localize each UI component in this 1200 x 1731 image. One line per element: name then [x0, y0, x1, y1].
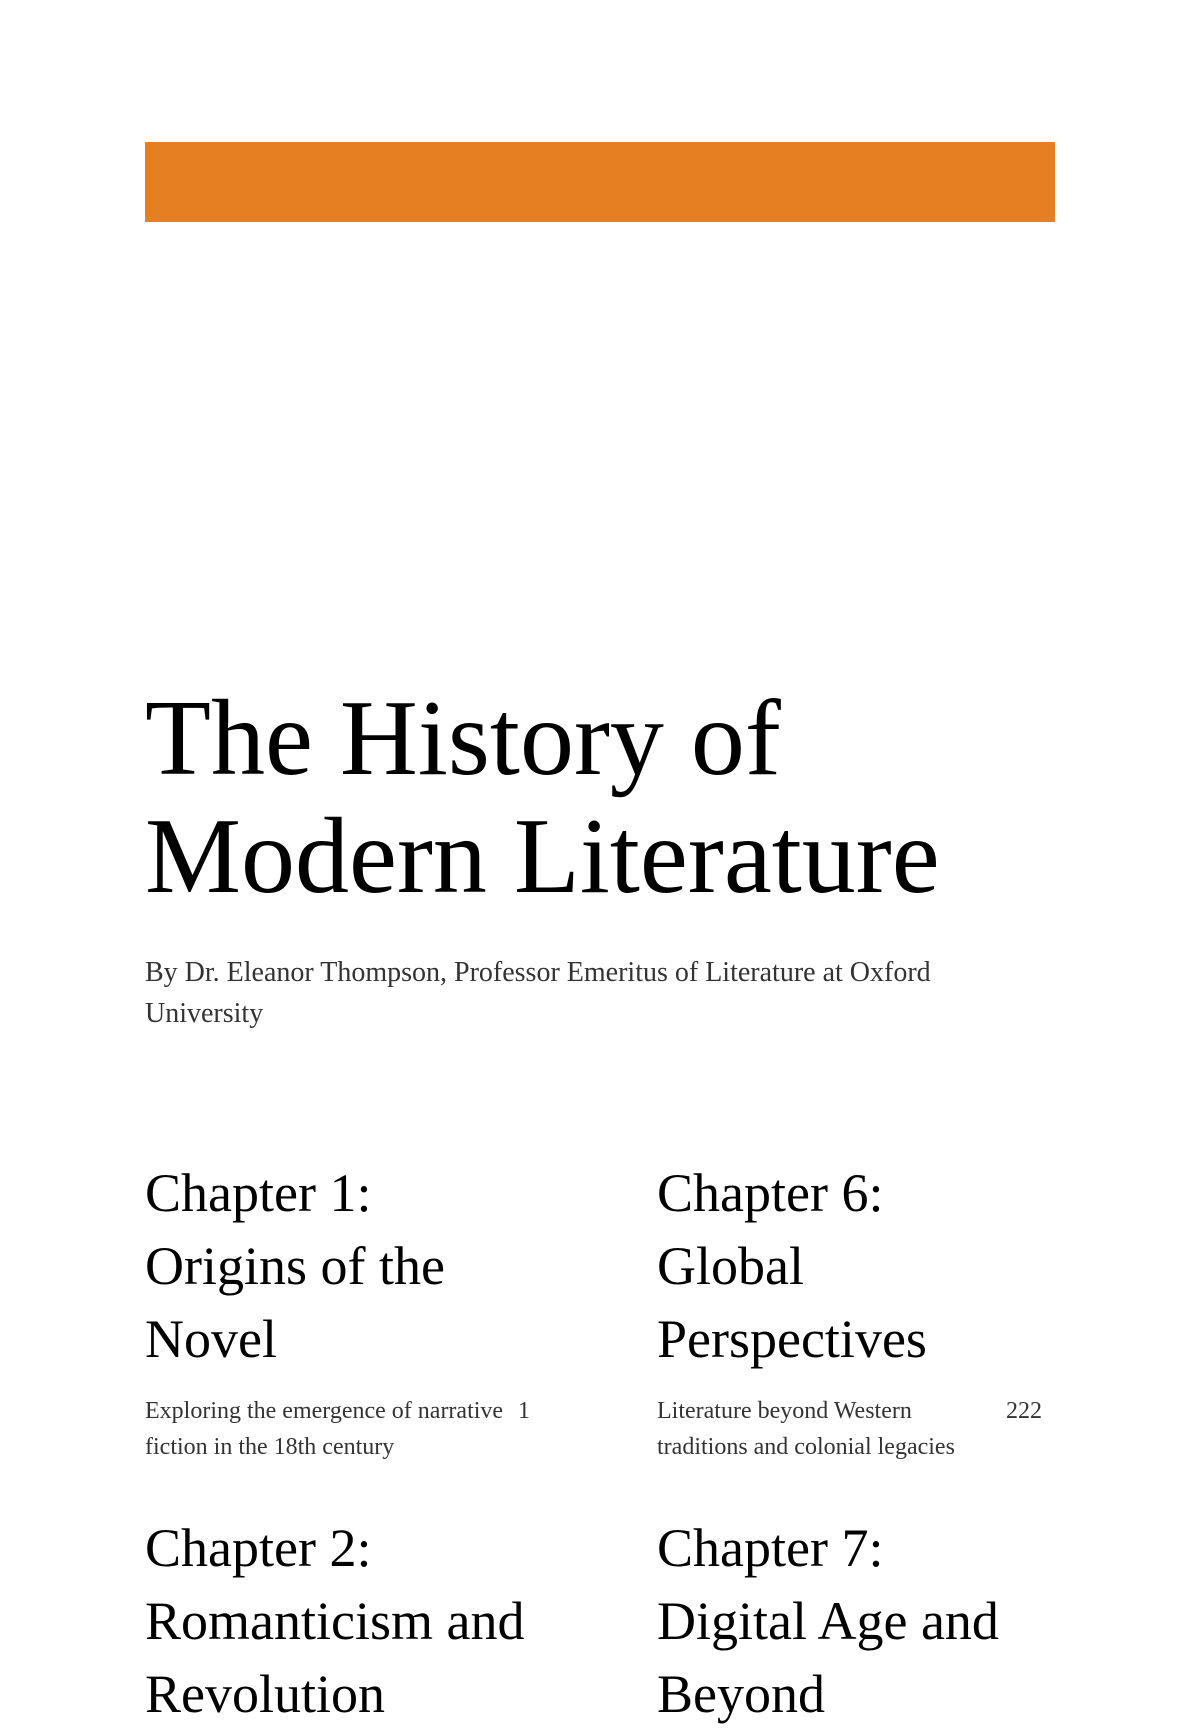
author-byline: [145, 952, 1055, 1034]
book-title-line: The History of: [145, 679, 781, 798]
book-title: [145, 680, 1055, 916]
toc-heading-line: Chapter 2:: [145, 1518, 372, 1578]
toc-chapter-1-page-number: 1: [518, 1398, 530, 1424]
toc-description-line: Literature beyond Western: [657, 1398, 912, 1424]
toc-chapter-1-description-row: [145, 1393, 530, 1465]
toc-heading-line: Origins of the: [145, 1236, 445, 1296]
toc-description-line: Exploring the emergence of narrative: [145, 1398, 504, 1424]
toc-chapter-6-page-number: 222: [1006, 1398, 1042, 1424]
toc-chapter-1-description: [145, 1393, 503, 1465]
toc-heading-line: Chapter 7:: [657, 1518, 884, 1578]
toc-heading-line: Revolution: [145, 1664, 385, 1724]
toc-chapter-6-description: [657, 1393, 955, 1465]
toc-chapter-6-description-row: [657, 1393, 1042, 1465]
toc-column-left: [145, 1157, 530, 1731]
toc-heading-line: Beyond: [657, 1664, 825, 1724]
toc-heading-line: Perspectives: [657, 1309, 927, 1369]
toc-heading-line: Chapter 6:: [657, 1163, 884, 1223]
toc-chapter-1-heading: [145, 1157, 530, 1376]
header-banner: [145, 142, 1055, 222]
toc-chapter-6-heading: [657, 1157, 1042, 1376]
table-of-contents: [145, 1157, 1055, 1731]
toc-heading-line: Digital Age and: [657, 1591, 999, 1651]
toc-chapter-2-heading: [145, 1512, 530, 1731]
author-byline-line: By Dr. Eleanor Thompson, Professor Emeritus of Literature at Oxford: [145, 957, 931, 988]
toc-description-line: fiction in the 18th century: [145, 1434, 395, 1460]
toc-description-line: traditions and colonial legacies: [657, 1434, 955, 1460]
toc-chapter-7-heading: [657, 1512, 1042, 1731]
toc-heading-line: Romanticism and: [145, 1591, 525, 1651]
book-title-line: Modern Literature: [145, 797, 940, 916]
author-byline-line: University: [145, 998, 264, 1029]
toc-column-right: [657, 1157, 1042, 1731]
toc-heading-line: Global: [657, 1236, 804, 1296]
toc-heading-line: Novel: [145, 1309, 277, 1369]
toc-heading-line: Chapter 1:: [145, 1163, 372, 1223]
